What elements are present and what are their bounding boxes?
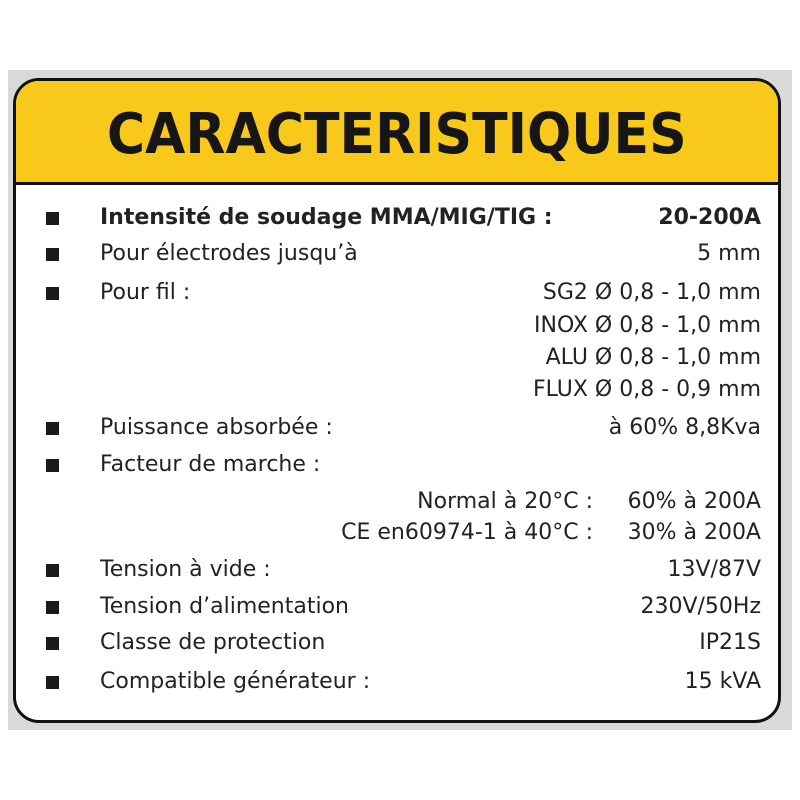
spec-card bbox=[13, 78, 781, 723]
spec-value: SG2 Ø 0,8 - 1,0 mm bbox=[542, 280, 761, 305]
spec-value: 230V/50Hz bbox=[640, 594, 761, 619]
spec-label: Tension d’alimentation bbox=[100, 594, 349, 619]
spec-row-fil-alu bbox=[16, 342, 778, 374]
spec-label: Compatible générateur : bbox=[100, 669, 371, 694]
spec-row-classe bbox=[16, 627, 778, 659]
spec-label: Puissance absorbée : bbox=[100, 415, 333, 440]
spec-value: INOX Ø 0,8 - 1,0 mm bbox=[534, 313, 761, 338]
spec-label: Pour fil : bbox=[100, 280, 191, 305]
spec-row-fil-inox bbox=[16, 310, 778, 342]
spec-row-generateur bbox=[16, 666, 778, 698]
spec-label: Facteur de marche : bbox=[100, 452, 321, 477]
title-banner bbox=[16, 81, 778, 185]
bullet-icon bbox=[46, 212, 59, 225]
spec-row-electrodes bbox=[16, 238, 778, 270]
spec-condition: Normal à 20°C : bbox=[417, 489, 593, 514]
spec-row-tension-alim bbox=[16, 591, 778, 623]
bullet-icon bbox=[46, 676, 59, 689]
spec-row-fil-flux bbox=[16, 374, 778, 406]
spec-row-fil bbox=[16, 277, 778, 309]
spec-value: à 60% 8,8Kva bbox=[608, 415, 761, 440]
spec-value: IP21S bbox=[699, 630, 761, 655]
spec-label: Intensité de soudage MMA/MIG/TIG : bbox=[100, 205, 553, 230]
spec-value: 5 mm bbox=[697, 241, 761, 266]
bullet-icon bbox=[46, 459, 59, 472]
bullet-icon bbox=[46, 248, 59, 261]
spec-row-tension-vide bbox=[16, 554, 778, 586]
bullet-icon bbox=[46, 637, 59, 650]
spec-value: 20-200A bbox=[658, 205, 761, 230]
spec-label: Tension à vide : bbox=[100, 557, 271, 582]
spec-row-intensite bbox=[16, 202, 778, 234]
spec-label: Pour électrodes jusqu’à bbox=[100, 241, 358, 266]
spec-row-facteur-normal bbox=[16, 486, 778, 518]
bullet-icon bbox=[46, 422, 59, 435]
spec-label: Classe de protection bbox=[100, 630, 326, 655]
spec-condition: CE en60974-1 à 40°C : bbox=[341, 520, 593, 545]
spec-row-facteur bbox=[16, 449, 778, 481]
spec-value: 13V/87V bbox=[667, 557, 761, 582]
bullet-icon bbox=[46, 564, 59, 577]
spec-value: ALU Ø 0,8 - 1,0 mm bbox=[545, 345, 761, 370]
spec-value: 30% à 200A bbox=[627, 520, 761, 545]
bullet-icon bbox=[46, 601, 59, 614]
spec-value: 60% à 200A bbox=[627, 489, 761, 514]
spec-row-facteur-ce bbox=[16, 517, 778, 549]
spec-value: 15 kVA bbox=[684, 669, 761, 694]
card-title: CARACTERISTIQUES bbox=[107, 102, 687, 167]
spec-row-puissance bbox=[16, 412, 778, 444]
bullet-icon bbox=[46, 287, 59, 300]
spec-value: FLUX Ø 0,8 - 0,9 mm bbox=[532, 377, 761, 402]
